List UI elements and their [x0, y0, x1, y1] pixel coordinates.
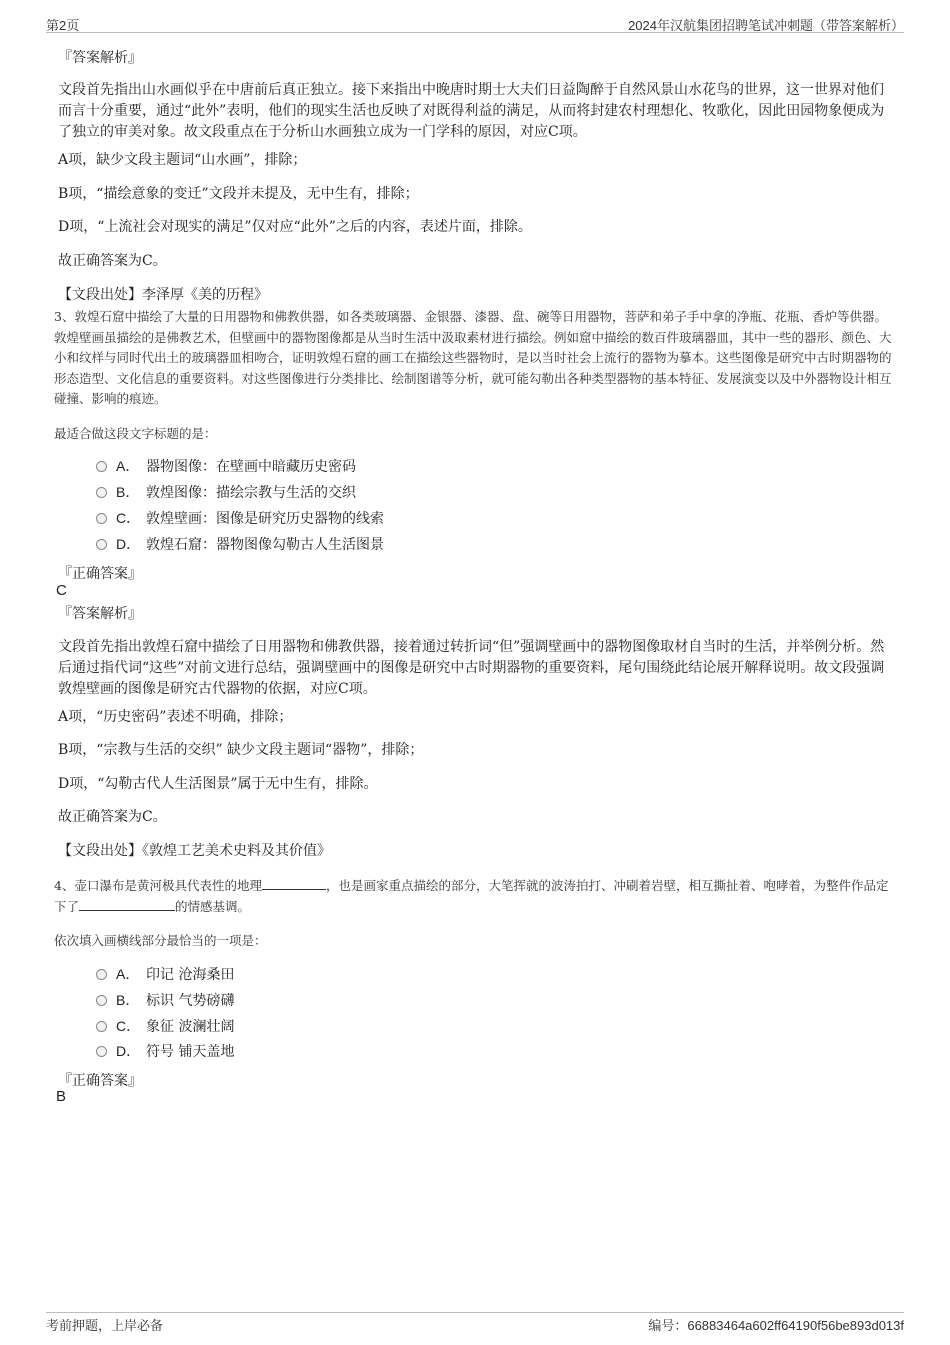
q3-answer-label: 『正确答案』: [58, 566, 142, 582]
q2-source: 【文段出处】李泽厚《美的历程》: [58, 287, 268, 303]
document-title: 2024年汉航集团招聘笔试冲刺题（带答案解析）: [628, 18, 904, 33]
radio-icon[interactable]: [96, 995, 107, 1006]
fill-blank-1: [262, 877, 326, 890]
page-header: [46, 14, 904, 33]
q4-option-c[interactable]: C． 象征 波澜壮阔: [96, 1016, 234, 1036]
q2-item-a: A项，缺少文段主题词“山水画”，排除；: [58, 152, 307, 168]
q4-answer-label: 『正确答案』: [58, 1073, 142, 1089]
q3-item-a: A项，“历史密码”表述不明确，排除；: [58, 709, 293, 725]
fill-blank-2: [79, 898, 175, 911]
q3-analysis-label: 『答案解析』: [58, 606, 142, 622]
q3-conclusion: 故正确答案为C。: [58, 809, 167, 825]
q4-question: 依次填入画横线部分最恰当的一项是：: [54, 933, 267, 948]
q4-option-a[interactable]: A． 印记 沧海桑田: [96, 964, 234, 984]
radio-icon[interactable]: [96, 969, 107, 980]
document-serial: 编号：66883464a602ff64190f56be893d013f: [648, 1318, 904, 1333]
radio-icon[interactable]: [96, 1021, 107, 1032]
radio-icon[interactable]: [96, 1046, 107, 1057]
q3-option-c[interactable]: C． 敦煌壁画：图像是研究历史器物的线索: [96, 508, 384, 528]
q3-item-d: D项，“勾勒古代人生活图景”属于无中生有，排除。: [58, 776, 378, 792]
radio-icon[interactable]: [96, 461, 107, 472]
q2-item-d: D项，“上流社会对现实的满足”仅对应“此外”之后的内容，表述片面，排除。: [58, 219, 532, 235]
q3-source: 【文段出处】《敦煌工艺美术史料及其价值》: [58, 843, 331, 859]
q4-answer: B: [56, 1088, 67, 1105]
q4-option-d[interactable]: D． 符号 铺天盖地: [96, 1041, 234, 1061]
q4-stem: 4、壶口瀑布是黄河极具代表性的地理 ，也是画家重点描绘的部分，大笔挥就的波涛拍打、冲刷着岩壁，相互撕扯着、咆哮着，为整件作品定下了 的情感基调。: [54, 878, 889, 914]
q2-analysis-text: 文段首先指出山水画似乎在中唐前后真正独立。接下来指出中晚唐时期士大夫们日益陶醉于自然风景山水花鸟的世界，这一世界对他们而言十分重要，通过“此外”表明，他们的现实生活也反映了对既得利益的满足，从而将封建农村理想化、牧歌化，因此田园物象便成为了独立的审美对象。故文段重点在于分析山水画独立成为一门学科的原因，对应C项。: [58, 82, 885, 140]
q3-option-d[interactable]: D． 敦煌石窟：器物图像勾勒古人生活图景: [96, 534, 384, 554]
q3-question: 最适合做这段文字标题的是：: [54, 426, 217, 441]
footer-slogan: 考前押题，上岸必备: [46, 1318, 164, 1333]
q3-item-b: B项，“宗教与生活的交织” 缺少文段主题词“器物”，排除；: [58, 742, 424, 758]
q3-stem: 3、敦煌石窟中描绘了大量的日用器物和佛教供器，如各类玻璃器、金银器、漆器、盘、碗等日用器物，菩萨和弟子手中拿的净瓶、花瓶、香炉等供器。敦煌壁画虽描绘的是佛教艺术，但壁画中的器物图像都是从当时生活中汲取素材进行描绘。例如窟中描绘的数百件玻璃器皿，其中一些的器形、颜色、大小和纹样与同时代出土的玻璃器皿相吻合，证明敦煌石窟的画工在描绘这些器物时，是以当时社会上流行的器物为摹本。这些图像是研究中古时期器物的形态造型、文化信息的重要资料。对这些图像进行分类排比、绘制图谱等分析，就可能勾勒出各种类型器物的基本特征、发展演变以及中外器物设计相互碰撞、影响的痕迹。: [54, 309, 892, 406]
radio-icon[interactable]: [96, 487, 107, 498]
q4-option-b[interactable]: B． 标识 气势磅礴: [96, 990, 234, 1010]
radio-icon[interactable]: [96, 539, 107, 550]
q3-answer: C: [56, 582, 67, 599]
q3-option-b[interactable]: B． 敦煌图像：描绘宗教与生活的交织: [96, 482, 356, 502]
q2-conclusion: 故正确答案为C。: [58, 253, 167, 269]
page-number: 第2页: [46, 18, 80, 33]
q2-item-b: B项，“描绘意象的变迁”文段并未提及，无中生有，排除；: [58, 186, 419, 202]
q3-analysis-text: 文段首先指出敦煌石窟中描绘了日用器物和佛教供器，接着通过转折词“但”强调壁画中的器物图像取材自当时的生活，并举例分析。然后通过指代词“这些”对前文进行总结，强调壁画中的图像是研究中古时期器物的重要资料，尾句围绕此结论展开解释说明。故文段强调敦煌壁画的图像是研究古代器物的依据，对应C项。: [58, 639, 885, 697]
q2-analysis-label: 『答案解析』: [58, 50, 142, 66]
q3-option-a[interactable]: A． 器物图像：在壁画中暗藏历史密码: [96, 456, 356, 476]
page-footer: [46, 1312, 904, 1335]
radio-icon[interactable]: [96, 513, 107, 524]
